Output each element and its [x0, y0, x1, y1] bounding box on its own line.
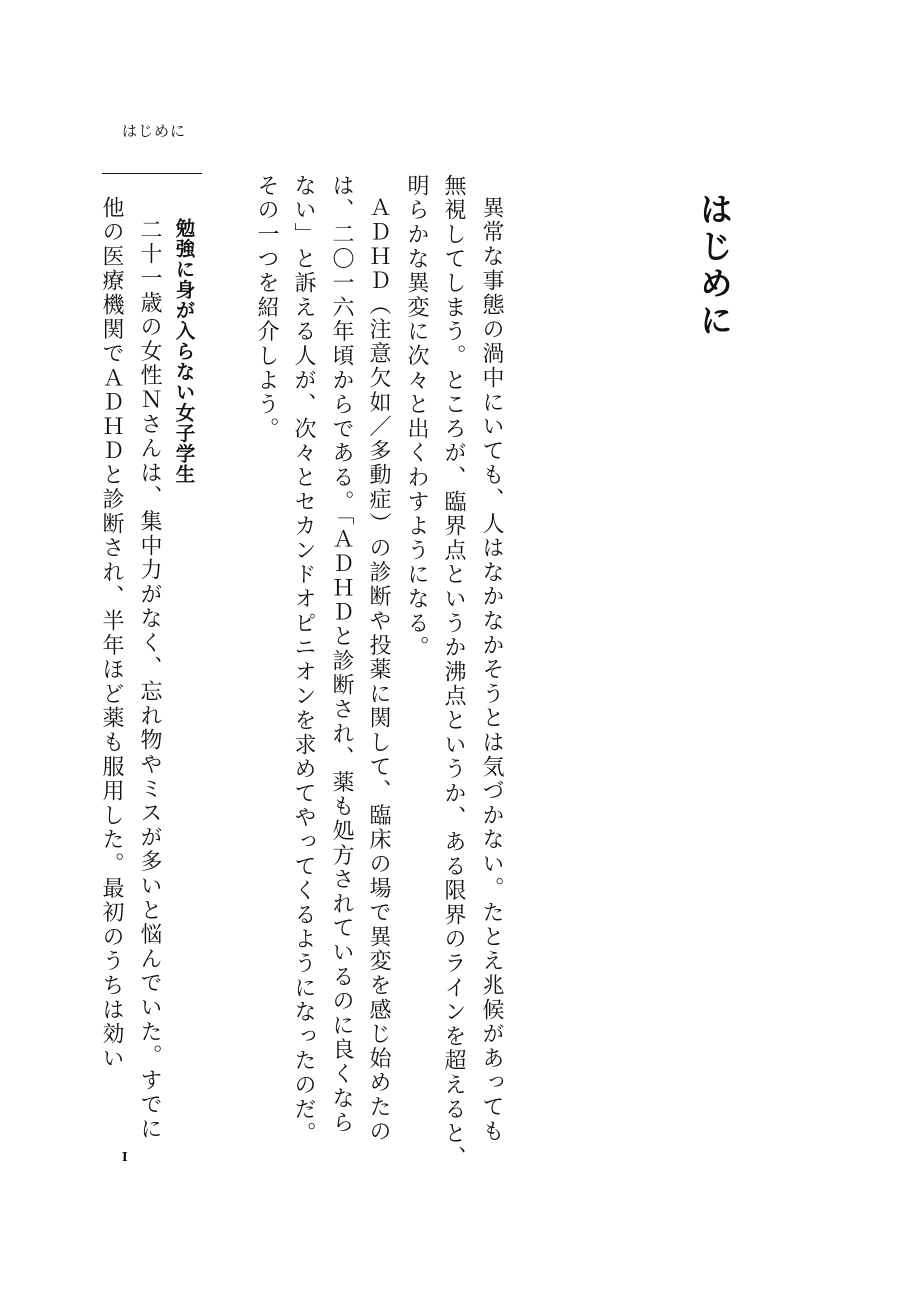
chapter-title: はじめに [695, 192, 734, 340]
body-line-5: は、二〇一六年頃からである。「ＡＤＨＤと診断され、薬も処方されているのに良くなら [329, 174, 354, 1135]
body-line-1: 異常な事態の渦中にいても、人はなかなかそうとは気づかない。たとえ兆候があっても [479, 196, 504, 1144]
header-rule [102, 173, 202, 174]
body-line-8: 二十一歳の女性Ｎさんは、集中力がなく、忘れ物やミスが多いと悩んでいた。すでに [137, 218, 162, 1142]
body-line-6: ない」と訴える人が、次々とセカンドオピニオンを求めてやってくるようになったのだ。 [291, 174, 316, 1146]
running-head: はじめに [122, 122, 187, 140]
body-line-4: ＡＤＨＤ（注意欠如／多動症）の診断や投薬に関して、臨床の場で異変を感じ始めたの [366, 196, 391, 1144]
body-line-3: 明らかな異変に次々と出くわすようになる。 [404, 174, 429, 660]
page-number: I [122, 1150, 128, 1164]
section-heading: 勉強に身が入らない女子学生 [172, 218, 196, 485]
body-line-7: その一つを紹介しよう。 [254, 174, 279, 442]
body-line-2: 無視してしまう。ところが、臨界点というか沸点というか、ある限界のラインを超えると、 [441, 174, 466, 1171]
body-line-9: 他の医療機関でＡＤＨＤと診断され、半年ほど薬も服用した。最初のうちは効い [99, 196, 124, 1071]
